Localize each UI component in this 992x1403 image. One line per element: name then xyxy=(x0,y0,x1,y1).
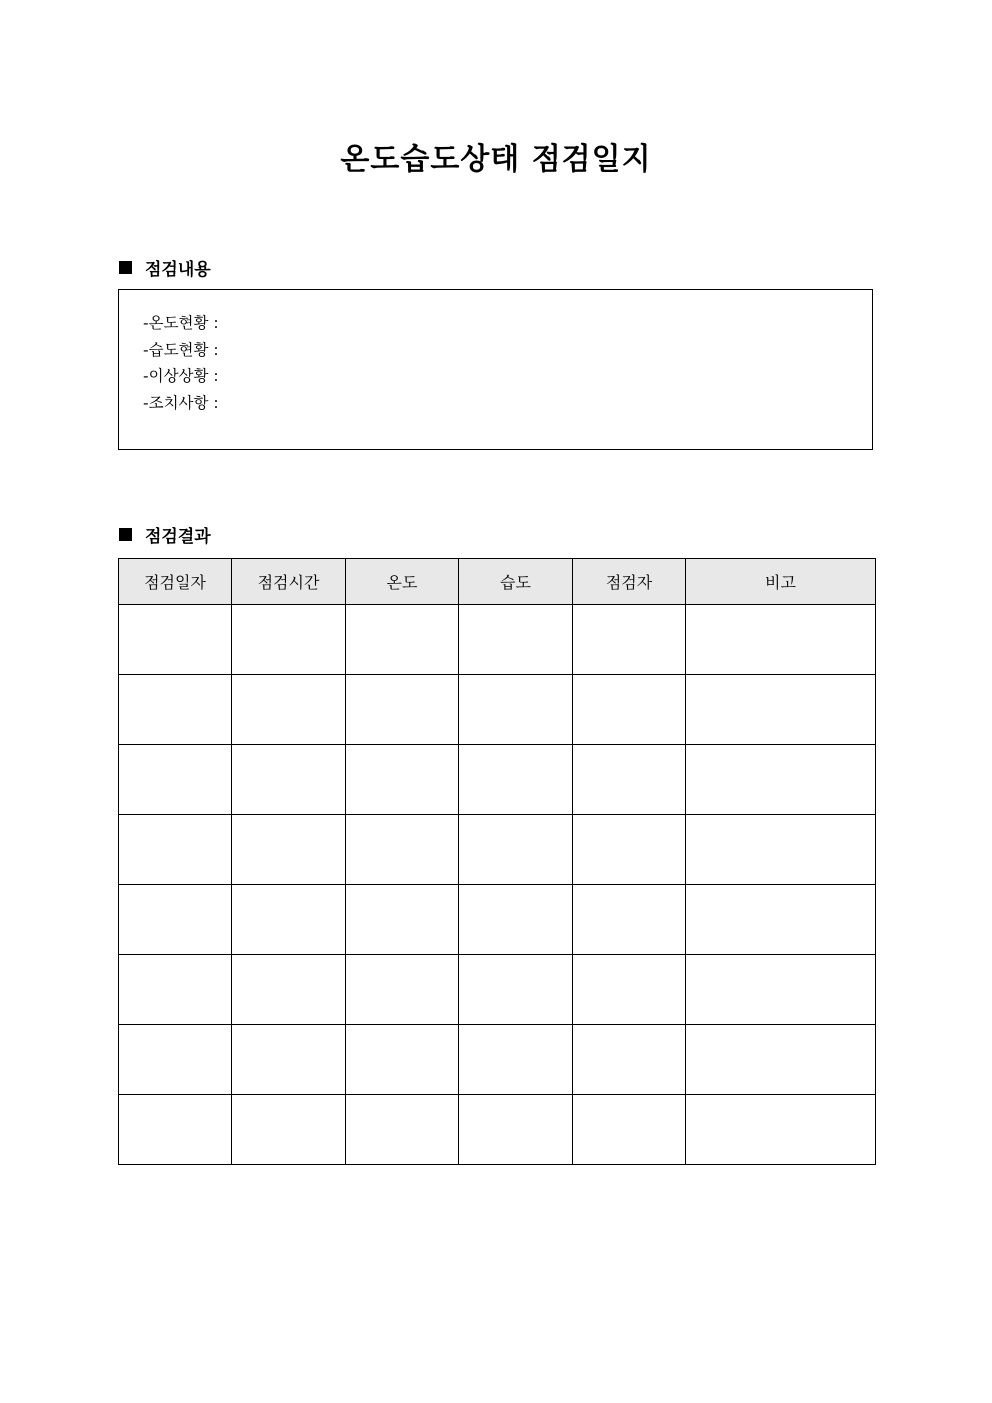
cell-humidity[interactable] xyxy=(459,815,573,885)
cell-inspector[interactable] xyxy=(573,955,686,1025)
cell-date[interactable] xyxy=(119,955,232,1025)
cell-date[interactable] xyxy=(119,1095,232,1165)
section-heading-label: 점검내용 xyxy=(145,260,211,280)
table-row xyxy=(119,675,876,745)
cell-temperature[interactable] xyxy=(346,815,459,885)
cell-remarks[interactable] xyxy=(686,955,876,1025)
contents-list xyxy=(143,310,219,416)
cell-time[interactable] xyxy=(232,885,346,955)
cell-inspector[interactable] xyxy=(573,675,686,745)
cell-remarks[interactable] xyxy=(686,1095,876,1165)
cell-temperature[interactable] xyxy=(346,1095,459,1165)
cell-temperature[interactable] xyxy=(346,1025,459,1095)
contents-item-temperature[interactable]: -온도현황 : xyxy=(143,314,219,332)
cell-remarks[interactable] xyxy=(686,675,876,745)
cell-inspector[interactable] xyxy=(573,885,686,955)
contents-item-humidity[interactable]: -습도현황 : xyxy=(143,340,219,359)
cell-time[interactable] xyxy=(232,605,346,675)
contents-item-abnormal[interactable]: -이상상황 : xyxy=(143,367,219,385)
cell-remarks[interactable] xyxy=(686,815,876,885)
header-date: 점검일자 xyxy=(119,559,232,605)
cell-date[interactable] xyxy=(119,815,232,885)
cell-remarks[interactable] xyxy=(686,885,876,955)
cell-humidity[interactable] xyxy=(459,1095,573,1165)
table-row xyxy=(119,955,876,1025)
table-row xyxy=(119,745,876,815)
cell-inspector[interactable] xyxy=(573,745,686,815)
cell-date[interactable] xyxy=(119,605,232,675)
cell-humidity[interactable] xyxy=(459,1025,573,1095)
cell-date[interactable] xyxy=(119,745,232,815)
table-header-row xyxy=(119,559,876,605)
section-heading-results xyxy=(119,522,211,547)
cell-time[interactable] xyxy=(232,955,346,1025)
square-bullet-icon xyxy=(119,261,132,274)
cell-inspector[interactable] xyxy=(573,815,686,885)
cell-humidity[interactable] xyxy=(459,885,573,955)
cell-time[interactable] xyxy=(232,1025,346,1095)
cell-remarks[interactable] xyxy=(686,745,876,815)
cell-humidity[interactable] xyxy=(459,745,573,815)
cell-remarks[interactable] xyxy=(686,605,876,675)
cell-humidity[interactable] xyxy=(459,675,573,745)
cell-date[interactable] xyxy=(119,1025,232,1095)
table-row xyxy=(119,885,876,955)
cell-temperature[interactable] xyxy=(346,745,459,815)
header-temperature: 온도 xyxy=(346,559,459,605)
cell-temperature[interactable] xyxy=(346,955,459,1025)
cell-time[interactable] xyxy=(232,1095,346,1165)
cell-humidity[interactable] xyxy=(459,955,573,1025)
header-remarks: 비고 xyxy=(686,559,876,605)
cell-time[interactable] xyxy=(232,675,346,745)
cell-date[interactable] xyxy=(119,675,232,745)
cell-temperature[interactable] xyxy=(346,675,459,745)
cell-humidity[interactable] xyxy=(459,605,573,675)
document-title: 온도습도상태 점검일지 xyxy=(340,142,652,177)
header-time: 점검시간 xyxy=(232,559,346,605)
section-heading-contents xyxy=(119,255,211,280)
square-bullet-icon xyxy=(119,528,132,541)
section-heading-label: 점검결과 xyxy=(145,527,211,547)
contents-box xyxy=(118,289,873,450)
table-row xyxy=(119,605,876,675)
table-row xyxy=(119,1025,876,1095)
header-inspector: 점검자 xyxy=(573,559,686,605)
cell-time[interactable] xyxy=(232,745,346,815)
header-humidity: 습도 xyxy=(459,559,573,605)
cell-inspector[interactable] xyxy=(573,1025,686,1095)
cell-temperature[interactable] xyxy=(346,885,459,955)
cell-inspector[interactable] xyxy=(573,1095,686,1165)
table-row xyxy=(119,815,876,885)
cell-inspector[interactable] xyxy=(573,605,686,675)
table-row xyxy=(119,1095,876,1165)
cell-temperature[interactable] xyxy=(346,605,459,675)
cell-time[interactable] xyxy=(232,815,346,885)
contents-item-action[interactable]: -조치사항 : xyxy=(143,393,219,412)
cell-date[interactable] xyxy=(119,885,232,955)
cell-remarks[interactable] xyxy=(686,1025,876,1095)
results-table xyxy=(118,558,876,1165)
